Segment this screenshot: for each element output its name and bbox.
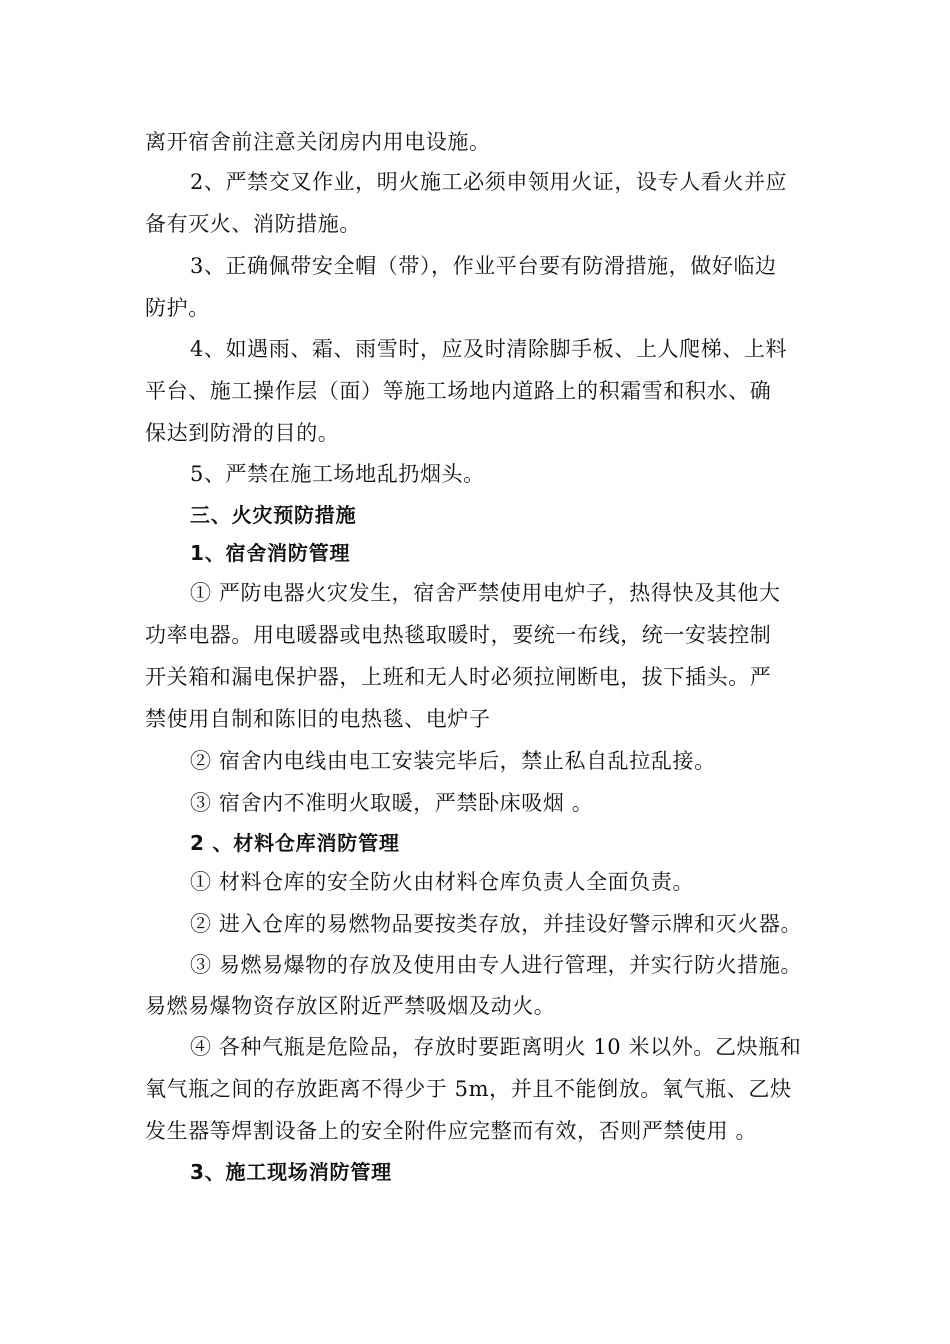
paragraph-line: 平台、施工操作层（面）等施工场地内道路上的积霜雪和积水、确 bbox=[145, 379, 772, 403]
paragraph-line: 开关箱和漏电保护器，上班和无人时必须拉闸断电，拔下插头。严 bbox=[145, 665, 772, 689]
subsection-heading: 3、施工现场消防管理 bbox=[190, 1160, 392, 1184]
paragraph-line: 防护。 bbox=[145, 296, 210, 320]
paragraph-line: ② 进入仓库的易燃物品要按类存放，并挂设好警示牌和灭火器。 bbox=[190, 912, 803, 936]
subsection-heading: 1、宿舍消防管理 bbox=[190, 541, 351, 565]
section-heading: 三、火灾预防措施 bbox=[190, 503, 357, 527]
paragraph-line: 氧气瓶之间的存放距离不得少于 5m，并且不能倒放。氧气瓶、乙炔 bbox=[145, 1077, 792, 1101]
paragraph-line: ③ 宿舍内不准明火取暖，严禁卧床吸烟 。 bbox=[190, 791, 594, 815]
paragraph-line: 5、严禁在施工场地乱扔烟头。 bbox=[190, 462, 485, 486]
paragraph-line: 备有灭火、消防措施。 bbox=[145, 212, 361, 236]
subsection-heading: 2 、材料仓库消防管理 bbox=[190, 831, 400, 855]
paragraph-line: 2、严禁交叉作业，明火施工必须申领用火证，设专人看火并应 bbox=[190, 170, 788, 194]
paragraph-line: 功率电器。用电暖器或电热毯取暖时，要统一布线，统一安装控制 bbox=[145, 623, 772, 647]
paragraph-line: ② 宿舍内电线由电工安装完毕后，禁止私自乱拉乱接。 bbox=[190, 749, 716, 773]
paragraph-line: 禁使用自制和陈旧的电热毯、电炉子 bbox=[145, 707, 491, 731]
paragraph-line: ① 材料仓库的安全防火由材料仓库负责人全面负责。 bbox=[190, 870, 695, 894]
paragraph-line: ④ 各种气瓶是危险品，存放时要距离明火 10 米以外。乙炔瓶和 bbox=[190, 1035, 802, 1059]
paragraph-line: 离开宿舍前注意关闭房内用电设施。 bbox=[145, 130, 491, 154]
paragraph-line: ① 严防电器火灾发生，宿舍严禁使用电炉子，热得快及其他大 bbox=[190, 581, 781, 605]
paragraph-line: ③ 易燃易爆物的存放及使用由专人进行管理，并实行防火措施。 bbox=[190, 953, 803, 977]
paragraph-line: 3、正确佩带安全帽（带），作业平台要有防滑措施，做好临边 bbox=[190, 254, 777, 278]
paragraph-line: 易燃易爆物资存放区附近严禁吸烟及动火。 bbox=[145, 994, 556, 1018]
paragraph-line: 保达到防滑的目的。 bbox=[145, 421, 340, 445]
paragraph-line: 发生器等焊割设备上的安全附件应完整而有效，否则严禁使用 。 bbox=[145, 1119, 758, 1143]
paragraph-line: 4、如遇雨、霜、雨雪时，应及时清除脚手板、上人爬梯、上料 bbox=[190, 337, 788, 361]
